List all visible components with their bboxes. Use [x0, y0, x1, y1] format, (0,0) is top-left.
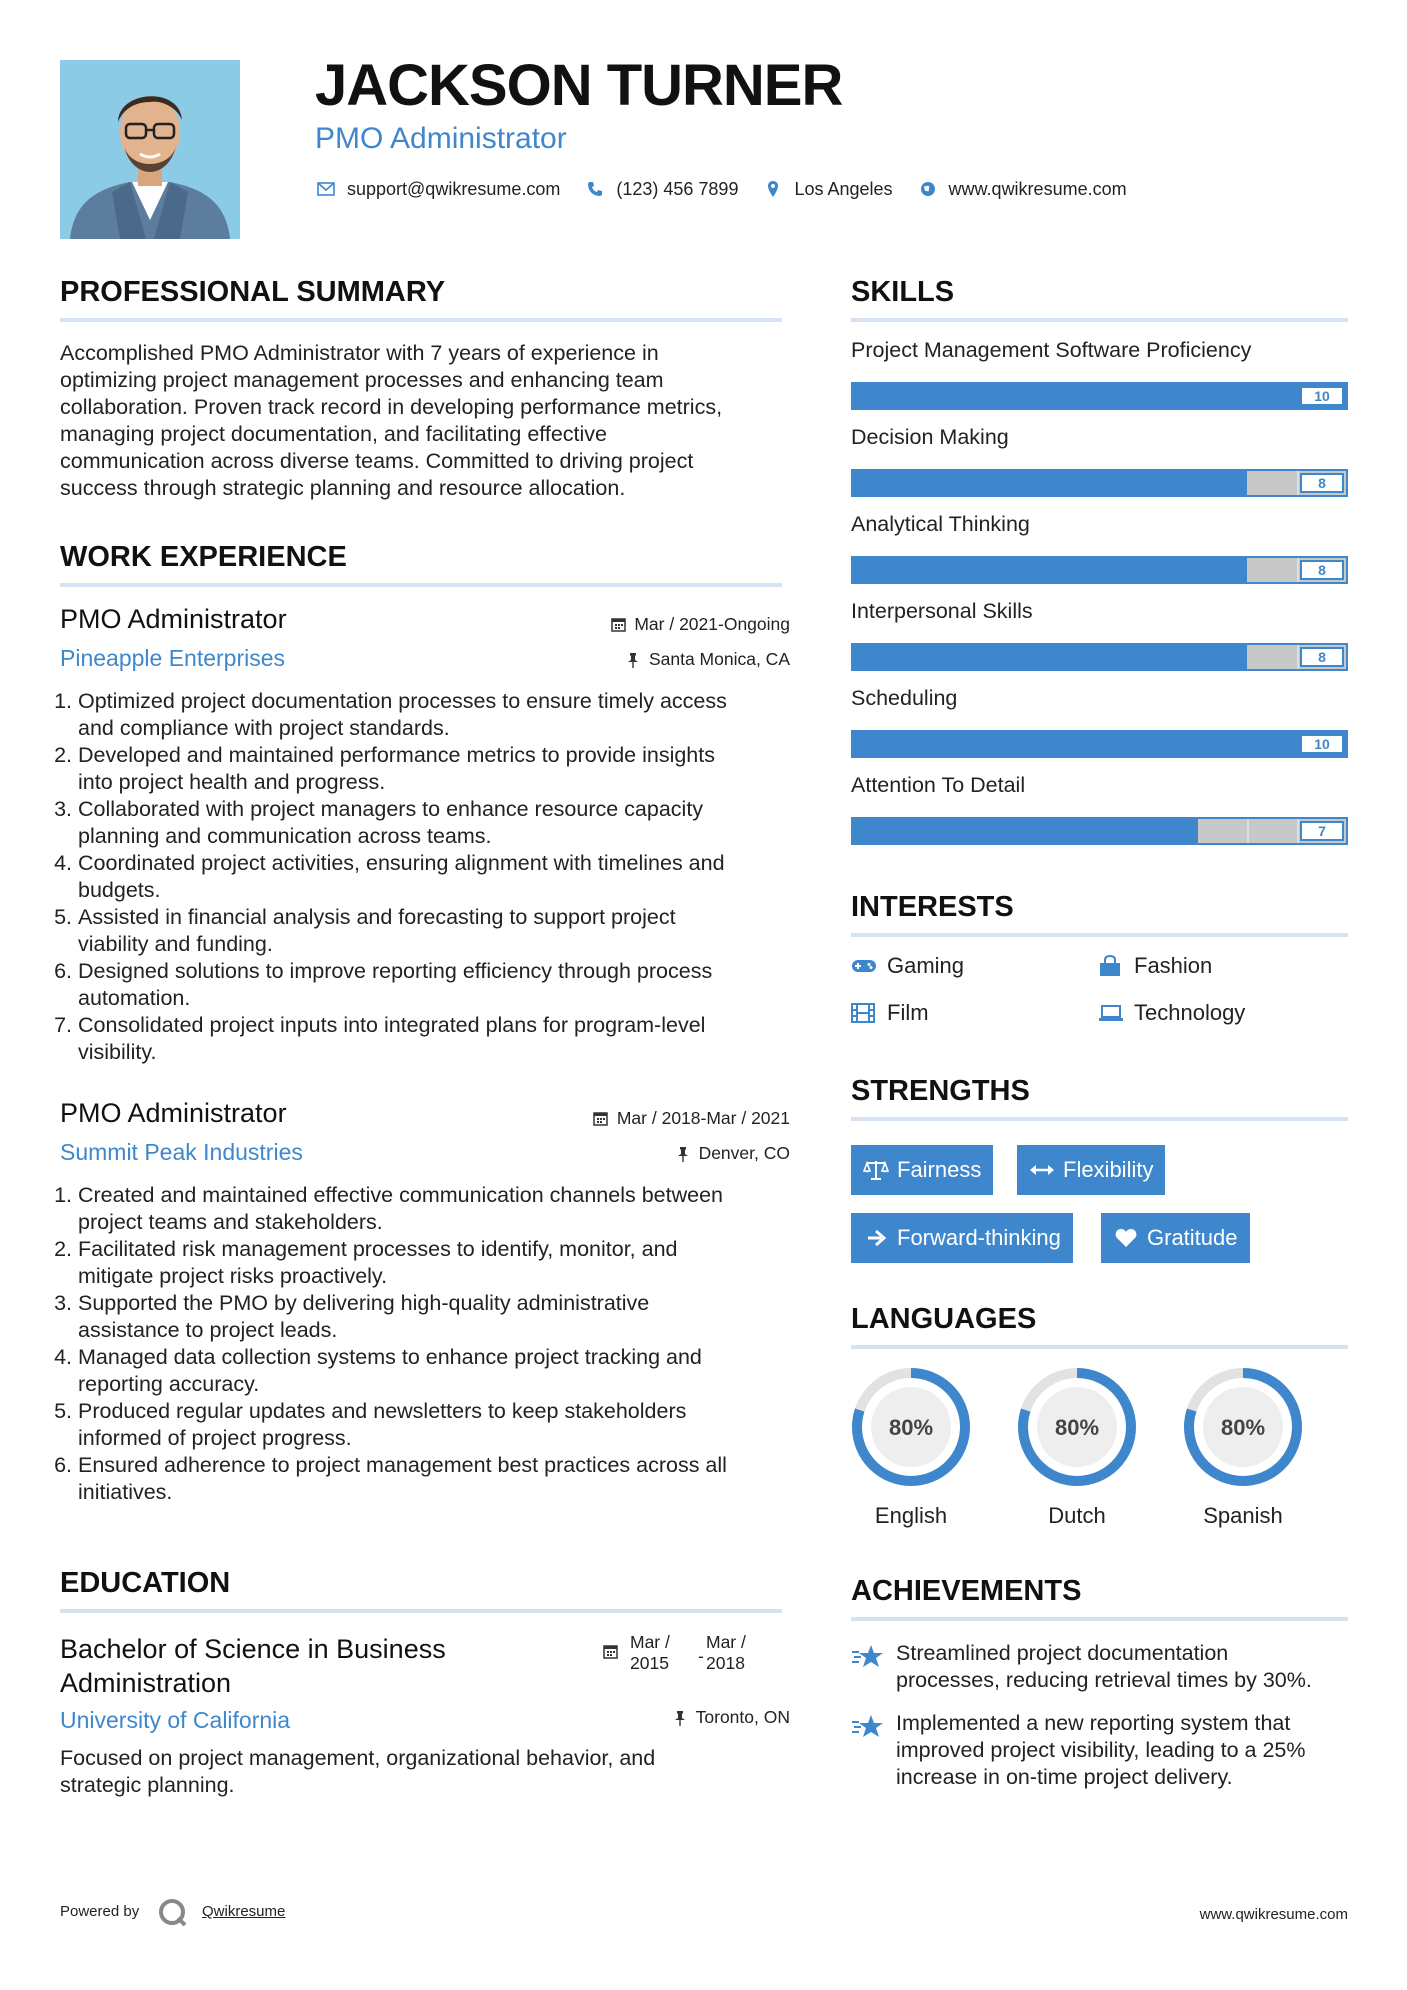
education-date-dash: -: [698, 1646, 704, 1666]
interests-title: INTERESTS: [851, 891, 1014, 923]
list-item: 2. Facilitated risk management processes to identify, monitor, and mitigate project risks proactively.: [78, 1236, 818, 1290]
experience-title: WORK EXPERIENCE: [60, 541, 347, 573]
job-duties: [60, 1182, 818, 1506]
skill-level-badge: 10: [1300, 734, 1344, 754]
profile-photo: [60, 60, 240, 239]
list-item: 4. Coordinated project activities, ensuring alignment with timelines and budgets.: [78, 850, 818, 904]
interests-divider: [851, 933, 1348, 937]
job-duties: [60, 688, 818, 1066]
summary-title: PROFESSIONAL SUMMARY: [60, 276, 446, 308]
laptop-icon: [1098, 1002, 1126, 1024]
pushpin-icon: [671, 1709, 689, 1727]
skill-row: [851, 686, 1348, 752]
heart-icon: [1113, 1225, 1139, 1251]
skill-label: Attention To Detail: [851, 773, 1026, 797]
skill-bar: [851, 730, 1348, 758]
list-item: 7. Consolidated project inputs into integrated plans for program-level visibility.: [78, 1012, 818, 1066]
achievement-item: Streamlined project documentation processes, reducing retrieval times by 30%.: [896, 1641, 1312, 1692]
skill-level-badge: 7: [1300, 821, 1344, 841]
job-date-text: Mar / 2018-Mar / 2021: [616, 1108, 790, 1128]
company-name: Summit Peak Industries: [60, 1139, 303, 1165]
strength-gratitude: Gratitude: [1101, 1213, 1250, 1263]
candidate-name: JACKSON TURNER: [315, 53, 843, 118]
calendar-icon: [603, 1644, 625, 1662]
achievement-item: Implemented a new reporting system that improved project visibility, leading to a 25% increase in on-time project delivery.: [896, 1711, 1306, 1789]
footer-website[interactable]: www.qwikresume.com: [1199, 1906, 1348, 1923]
strength-fairness: Fairness: [851, 1145, 993, 1195]
skill-bar-fill: [853, 558, 1247, 582]
arrow-right-icon: [863, 1225, 889, 1251]
skill-level-badge: 8: [1300, 560, 1344, 580]
list-item: 1. Created and maintained effective communication channels between project teams and stakeholders.: [78, 1182, 818, 1236]
summary-divider: [60, 318, 782, 322]
list-item: 5. Assisted in financial analysis and forecasting to support project viability and funding.: [78, 904, 818, 958]
skill-bar-segment: [1297, 558, 1299, 582]
list-item: 6. Ensured adherence to project management best practices across all initiatives.: [78, 1452, 818, 1506]
list-item: 6. Designed solutions to improve reporting efficiency through process automation.: [78, 958, 818, 1012]
job-date: [500, 614, 790, 635]
skill-bar: [851, 643, 1348, 671]
interest-film: Film: [851, 1000, 929, 1026]
interest-fashion: Fashion: [1098, 953, 1212, 979]
phone-icon: [584, 178, 606, 200]
job-location: [500, 649, 790, 670]
skills-divider: [851, 318, 1348, 322]
shopping-bag-icon: [1098, 955, 1126, 977]
skill-label: Project Management Software Proficiency: [851, 338, 1252, 362]
skill-level-badge: 10: [1300, 386, 1344, 406]
job-title: PMO Administrator: [60, 604, 287, 634]
skill-bar-fill: [853, 645, 1247, 669]
list-item: 4. Managed data collection systems to enhance project tracking and reporting accuracy.: [78, 1344, 818, 1398]
skill-label: Decision Making: [851, 425, 1009, 449]
skill-label: Scheduling: [851, 686, 958, 710]
languages-divider: [851, 1345, 1348, 1349]
skill-bar: [851, 556, 1348, 584]
summary-line: communication across diverse teams. Committed to driving project: [60, 449, 694, 473]
map-pin-icon: [762, 178, 784, 200]
skill-bar: [851, 382, 1348, 410]
language-label: English: [874, 1503, 948, 1528]
language-donut: [1012, 1362, 1142, 1492]
skill-bar-fill: [853, 732, 1346, 756]
contact-website[interactable]: www.qwikresume.com: [948, 178, 1127, 199]
summary-line: managing project documentation, and facilitating effective: [60, 422, 608, 446]
calendar-icon: [609, 616, 627, 634]
skill-row: [851, 599, 1348, 665]
list-item: 1. Optimized project documentation processes to ensure timely access and compliance with project standards.: [78, 688, 818, 742]
pushpin-icon: [674, 1145, 692, 1163]
languages-list: [846, 1362, 1366, 1532]
skill-row: [851, 773, 1348, 839]
strength-forward-thinking: Forward-thinking: [851, 1213, 1073, 1263]
qwikresume-logo-icon: [158, 1898, 188, 1928]
interest-technology: Technology: [1098, 1000, 1245, 1026]
skill-row: [851, 338, 1348, 404]
skill-bar-fill: [853, 471, 1247, 495]
skill-bar-segment: [1297, 819, 1299, 843]
powered-by-text: Powered by: [60, 1903, 140, 1920]
calendar-icon: [592, 1110, 610, 1128]
languages-title: LANGUAGES: [851, 1303, 1037, 1335]
skill-bar-segment: [1297, 471, 1299, 495]
education-location-text: Toronto, ON: [695, 1707, 790, 1727]
education-description: Focused on project management, organizational behavior, and strategic planning.: [60, 1746, 656, 1797]
language-donut: [846, 1362, 976, 1492]
arrows-horizontal-icon: [1029, 1157, 1055, 1183]
company-name: Pineapple Enterprises: [60, 645, 286, 671]
language-percent: 80%: [1220, 1415, 1266, 1440]
skill-bar-segment: [1297, 645, 1299, 669]
education-title: EDUCATION: [60, 1567, 231, 1599]
achievements-divider: [851, 1617, 1348, 1621]
job-location-text: Santa Monica, CA: [648, 649, 790, 669]
education-end: Mar / 2018: [706, 1632, 746, 1673]
film-icon: [851, 1002, 879, 1024]
summary-text: [60, 340, 790, 502]
contact-phone[interactable]: (123) 456 7899: [616, 178, 739, 199]
language-item: [1178, 1362, 1308, 1529]
job-location: [500, 1143, 790, 1164]
list-item: 5. Produced regular updates and newsletters to keep stakeholders informed of project progress.: [78, 1398, 818, 1452]
interest-gaming: Gaming: [851, 953, 964, 979]
degree-name: Bachelor of Science in Business Administration: [60, 1634, 446, 1698]
summary-line: collaboration. Proven track record in developing performance metrics,: [60, 395, 723, 419]
skill-row: [851, 512, 1348, 578]
skill-bar-segment: [1247, 819, 1249, 843]
list-item: 3. Collaborated with project managers to enhance resource capacity planning and communication across teams.: [78, 796, 818, 850]
language-item: [1012, 1362, 1142, 1529]
skill-bar: [851, 469, 1348, 497]
summary-line: optimizing project management processes and enhancing team: [60, 368, 664, 392]
education-location: [500, 1707, 790, 1728]
skill-level-badge: 8: [1300, 647, 1344, 667]
education-start: Mar / 2015: [630, 1632, 670, 1673]
language-label: Dutch: [1048, 1503, 1106, 1528]
summary-line: success through strategic planning and resource allocation.: [60, 476, 626, 500]
star-icon: [851, 1643, 891, 1673]
job-location-text: Denver, CO: [698, 1143, 790, 1163]
list-item: 3. Supported the PMO by delivering high-quality administrative assistance to project leads.: [78, 1290, 818, 1344]
contact-location: Los Angeles: [794, 178, 893, 199]
strengths-divider: [851, 1117, 1348, 1121]
school-name: University of California: [60, 1707, 291, 1733]
contact-bar: [315, 178, 1151, 200]
skills-title: SKILLS: [851, 276, 955, 308]
job-date-text: Mar / 2021-Ongoing: [634, 614, 790, 634]
job-title: PMO Administrator: [60, 1098, 287, 1128]
language-label: Spanish: [1203, 1503, 1283, 1528]
candidate-role: PMO Administrator: [315, 122, 567, 155]
language-donut: [1178, 1362, 1308, 1492]
summary-line: Accomplished PMO Administrator with 7 years of experience in: [60, 341, 659, 365]
strengths-title: STRENGTHS: [851, 1075, 1030, 1107]
envelope-icon: [315, 178, 337, 200]
star-icon: [851, 1713, 891, 1743]
skill-label: Interpersonal Skills: [851, 599, 1033, 623]
skill-bar: [851, 817, 1348, 845]
job-date: [500, 1108, 790, 1129]
skill-row: [851, 425, 1348, 491]
achievements-title: ACHIEVEMENTS: [851, 1575, 1082, 1607]
language-item: [846, 1362, 976, 1529]
language-percent: 80%: [888, 1415, 934, 1440]
balance-scale-icon: [863, 1157, 889, 1183]
strength-flexibility: Flexibility: [1017, 1145, 1165, 1195]
list-item: 2. Developed and maintained performance metrics to provide insights into project health and progress.: [78, 742, 818, 796]
experience-divider: [60, 583, 782, 587]
education-divider: [60, 1609, 782, 1613]
language-percent: 80%: [1054, 1415, 1100, 1440]
gamepad-icon: [851, 955, 879, 977]
globe-icon: [917, 178, 939, 200]
qwikresume-link[interactable]: Qwikresume: [202, 1903, 286, 1920]
pushpin-icon: [624, 651, 642, 669]
skill-level-badge: 8: [1300, 473, 1344, 493]
skill-bar-fill: [853, 384, 1346, 408]
contact-email[interactable]: support@qwikresume.com: [347, 178, 561, 199]
skill-bar-fill: [853, 819, 1198, 843]
skill-label: Analytical Thinking: [851, 512, 1030, 536]
